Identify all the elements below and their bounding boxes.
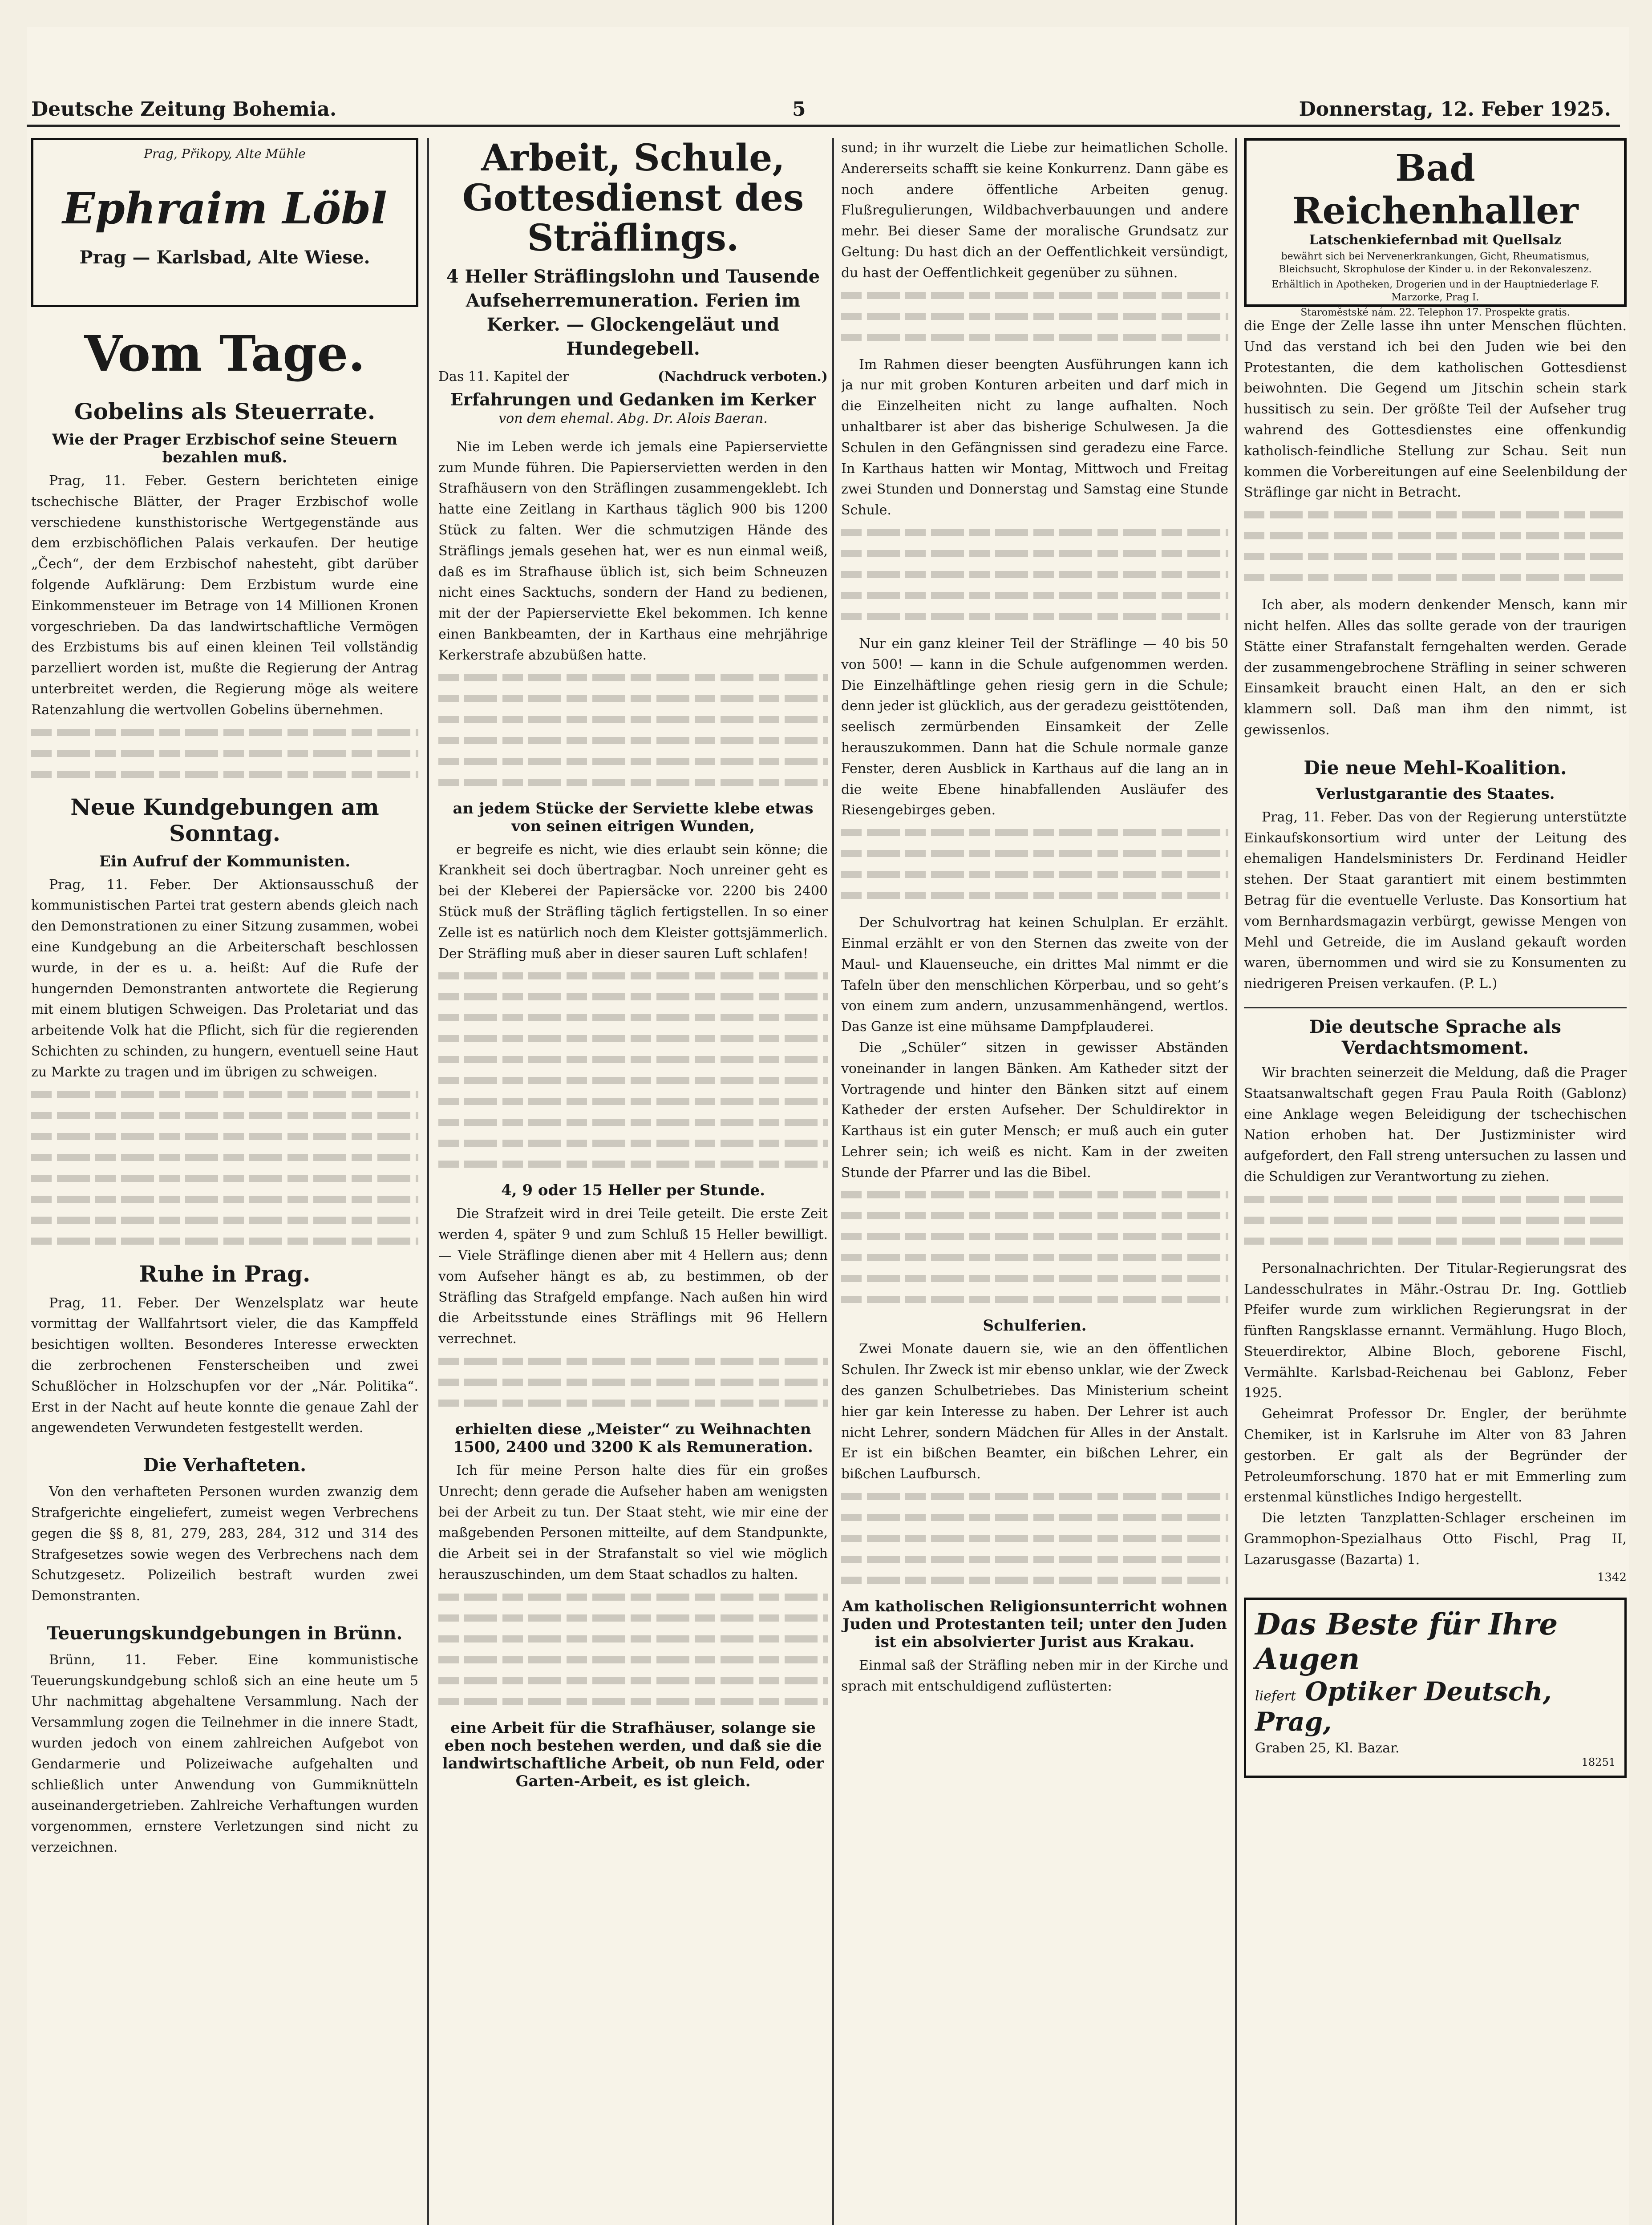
inline-heading: Am katholischen Religionsunterricht wohnen Juden und Protestanten teil; unter den Juden ist ein absolvierter Jurist aus Krakau. [842,1598,1228,1651]
article-title: Teuerungskundgebungen in Brünn. [47,1622,403,1644]
newspaper-page [27,27,1629,2225]
article-text: Von den verhafteten Personen wurden zwanzig dem Strafgerichte eingeliefert, zumeist wegen Verbrechens gegen die §§ 8, 81, 279, 283, 284, 312 und 314 des Strafgesetzes sowie wegen des Verbrechens nach dem Schutzgesetz. Polizeilich bestraft wurden zwei Demonstranten. [31,1484,418,1604]
inline-heading: an jedem Stücke der Serviette klebe etwas von seinen eitrigen Wunden, [453,799,814,835]
ad-headline: Das Beste für Ihre Augen [1255,1606,1558,1676]
main-subheadline: 4 Heller Sträflingslohn und Tausende Aufseherremuneration. Ferien im Kerker. — Glockengeläut und Hundegebell. [446,266,820,359]
ad-address: Graben 25, Kl. Bazar. [1255,1740,1400,1756]
article-text [438,674,828,786]
article-text: Im Rahmen dieser beengten Ausführungen kann ich ja nur mit groben Konturen arbeiten und darf mich in die Einzelheiten nicht zu lange aufhalten. Noch unhaltbarer ist aber das bisherige Schulwesen. Ja die Schulen in den Gefängnissen sind geradezu eine Farce. In Karthaus hatten wir Montag, Mittwoch und Freitag zwei Stunden und Donnerstag und Samstag eine Stunde Schule. [841,356,1228,518]
series-title: Erfahrungen und Gedanken im Kerker [450,389,816,409]
article-text: Die Strafzeit wird in drei Teile geteilt. Die erste Zeit werden 4, später 9 und zum Schluß 15 Heller bewilligt. — Viele Sträflinge dienen aber mit 4 Hellern aus; denn vom Aufseher hängt es ab, zu bestimmen, ob der Sträfling das Strafgeld empfange. Nach außen hin wird die Arbeitsstunde eines Sträflings mit 96 Hellern verrechnet. [438,1206,828,1347]
ad-text: Erhältlich in Apotheken, Drogerien und in der Hauptniederlage F. Marzorke, Prag I. [1271,279,1599,303]
section-title: Vom Tage. [84,325,365,382]
inline-heading: 4, 9 oder 15 Heller per Stunde. [501,1181,765,1200]
article-text [1244,1196,1627,1245]
article-text: die Enge der Zelle lasse ihn unter Menschen flüchten. Und das verstand ich bei den Juden wie bei den Protestanten, die dem katholischen Gottesdienst beiwohnten. Die Gegend um Jitschin schein stark hussitisch zu sein. Der größte Teil der Aufseher trug wahrend des Gottesdienstes eine offenkundig katholisch-feindliche Stellung zur Schau. Seit nun kommen die Vorbereitungen auf eine Seelenbildung der Sträflinge gar nicht in Betracht. [1244,318,1627,501]
ad-prefix: liefert [1255,1688,1296,1704]
article-text: Die „Schüler“ sitzen in gewisser Abständen voneinander in langen Bänken. Am Katheder sitzt der Vortragende und hinter den Bänken sitzt auf einem Katheder der ersten Aufseher. Der Schuldirektor in Karthaus ist ein guter Mensch; er muß auch ein guter Lehrer sein; ich weiß es nicht. Kam in der zweiten Stunde der Pfarrer und las die Bibel. [841,1040,1228,1181]
ad-code: 18251 [1581,1756,1616,1768]
column-2 [438,138,828,2225]
column-rule [832,138,834,2225]
article-title: Die Verhafteten. [143,1455,307,1476]
page-number: 5 [792,98,806,121]
article-text: Ich für meine Person halte dies für ein großes Unrecht; denn gerade die Aufseher haben am wenigsten bei der Arbeit zu tun. Der Staat steht, wie mir eine der maßgebenden Personen mitteilte, auf dem Standpunkte, die Arbeit sei in der Strafanstalt so viel wie möglich herauszuschinden, um dem Staat schadlos zu halten. [438,1462,828,1582]
column-rule [1235,138,1237,2225]
article-text: Wir brachten seinerzeit die Meldung, daß die Prager Staatsanwaltschaft gegen Frau Paula Roith (Gablonz) eine Anklage wegen Beleidigung der tschechischen Nation erhoben hat. Der Justizminister wird aufgefordert, den Fall streng untersuchen zu lassen und die Schuldigen zur Verantwortung zu ziehen. [1244,1064,1627,1185]
article-text [841,829,1228,899]
chapter-label: Das 11. Kapitel der [438,368,569,384]
inline-heading: eine Arbeit für die Strafhäuser, solange sie eben noch bestehen werden, und daß sie die landwirtschaftliche Arbeit, ob nun Feld, oder Garten-Arbeit, es ist gleich. [442,1719,824,1790]
inline-heading: erhielten diese „Meister“ zu Weihnachten 1500, 2400 und 3200 K als Remuneration. [453,1420,813,1456]
ad-brand [1255,1676,1616,1737]
column-3 [841,138,1228,2225]
main-headline: Arbeit, Schule, Gottesdienst des Sträflings. [462,138,804,260]
article-text [31,729,418,778]
article-text: Personalnachrichten. Der Titular-Regierungsrat des Landesschulrates in Mähr.-Ostrau Dr. Ing. Gottlieb Pfeifer wurde zum wirklichen Regierungsrat in der fünften Rangsklasse ernannt. Vermählung. Hugo Bloch, Steuerdirektor, Albine Bloch, geborene Fischl, Vermählte. Karlsbad-Reichenau bei Gablonz, Feber 1925. [1244,1260,1627,1401]
ad-text: Staroměstské nám. 22. Telephon 17. Prospekte gratis. [1300,307,1570,319]
advert-text: Die letzten Tanzplatten-Schlager erscheinen im Grammophon-Spezialhaus Otto Fischl, Prag II, Lazarusgasse (Bazarta) 1. [1244,1510,1627,1568]
ad-tagline: Prag, Přikopy, Alte Mühle [144,146,306,161]
byline: von dem ehemal. Abg. Dr. Alois Baeran. [498,410,768,426]
article-text [841,1493,1228,1584]
loebl-advertisement [31,138,418,307]
ad-brand-name: Optiker Deutsch, Prag, [1255,1676,1552,1737]
ad-code: 1342 [1597,1570,1627,1584]
ad-brand: Ephraim Löbl [62,183,387,234]
article-text: Zwei Monate dauern sie, wie an den öffentlichen Schulen. Ihr Zweck ist mir ebenso unklar, wie der Zweck des ganzen Schulbetriebes. Das Ministerium scheint hier gar kein Interesse zu haben. Der Lehrer ist auch nicht Lehrer, sondern Mädchen für Alles in der Anstalt. Er ist ein bißchen Beamter, ein bißchen Lehrer, ein bißchen Laufbursch. [841,1341,1228,1482]
article-title: Neue Kundgebungen am Sonntag. [70,793,379,846]
issue-date: Donnerstag, 12. Feber 1925. [1299,98,1611,121]
article-text [841,1191,1228,1303]
masthead [27,98,1620,127]
article-text: Nur ein ganz kleiner Teil der Sträflinge — 40 bis 50 von 500! — kann in die Schule aufgenommen werden. Die Einzelhäftlinge gehen riesig gern in die Schule; denn jeder ist glücklich, aus der geradezu geisttötenden, seelisch zermürbenden Einsamkeit der Zelle herauszukommen. Dann hat die Schule normale ganze Fenster, deren Ausblick in Karthaus auf die lang an in die weite Ebene hinabfallenden Ausläufer des Riesengebirges geben. [841,635,1228,818]
article-text: Einmal saß der Sträfling neben mir in der Kirche und sprach mit entschuldigend zuflüsterten: [841,1658,1228,1694]
article-text: Brünn, 11. Feber. Eine kommunistische Teuerungskundgebung schloß sich an eine heute um 5 Uhr nachmittag abgehaltene Versammlung. Nach der Versammlung zogen die Teilnehmer in die innere Stadt, wurden jedoch von einem zahlreichen Aufgebot von Gendarmerie und Polizeiwache aufgehalten und schließlich unter Anwendung von Gummiknütteln auseinandergetrieben. Zahlreiche Verhaftungen wurden vorgenommen, ernstere Verletzungen sind nicht zu verzeichnen. [31,1652,418,1856]
article-text [31,1091,418,1245]
article-subtitle: Ein Aufruf der Kommunisten. [99,852,351,870]
column-rule [427,138,429,2225]
article-text [438,1594,828,1705]
article-text [841,529,1228,620]
article-title: Die neue Mehl-Koalition. [1304,756,1567,779]
article-text: Nie im Leben werde ich jemals eine Papierserviette zum Munde führen. Die Papierservietten werden in den Strafhäusern von den Sträflingen zusammengeklebt. Ich hatte eine Zeitlang in Karthaus täglich 900 bis 1200 Stück zu falten. Wer die schmutzigen Hände des Sträflings jemals gesehen hat, wer es nun einmal weiß, daß es im Strafhause üblich ist, sich beim Schneuzen nicht eines Sacktuchs, sondern der Hand zu bedienen, mit der der Papierserviette Ekel bekommen. Ich kenne einen Bankbeamten, der in Karthaus eine mehrjährige Kerkerstrafe abzubüßen hatte. [438,439,828,663]
ad-subtitle: Latschenkiefernbad mit Quellsalz [1309,232,1562,248]
article-text: Geheimrat Professor Dr. Engler, der berühmte Chemiker, ist in Karlsruhe im Alter von 83 Jahren gestorben. Er galt als der Begründer der Petroleumforschung. 1870 hat er mit Emmerling zum erstenmal künstliches Indigo hergestellt. [1244,1406,1627,1505]
article-text [438,1358,828,1407]
article-subtitle: Wie der Prager Erzbischof seine Steuern bezahlen muß. [52,431,398,466]
article-title: Gobelins als Steuerrate. [74,398,376,425]
ad-text: bewährt sich bei Nervenerkrankungen, Gicht, Rheumatismus, Bleichsucht, Skrophulose der Kinder u. in der Rekonvaleszenz. [1279,251,1592,275]
article-text: Prag, 11. Feber. Der Wenzelsplatz war heute vormittag der Wallfahrtsort vieler, die das Kampffeld besichtigen wollten. Besonderes Interesse erweckten die zerbrochenen Fensterscheiben und zwei Schußlöcher in Holzschupfen vor der „Nár. Politika“. Erst in der Nacht auf heute konnte die genaue Zahl der angewendeten Verwundeten festgestellt werden. [31,1295,418,1436]
article-text: er begreife es nicht, wie dies erlaubt sein könne; die Krankheit sei doch übertragbar. Noch unreiner geht es bei der Kleberei der Papiersäcke vor. 2200 bis 2400 Stück muß der Sträfling täglich fertigstellen. In so einer Zelle ist es natürlich noch dem Kleister gottsjämmerlich. Der Sträfling muß aber in dieser sauren Luft schlafen! [438,841,828,962]
inline-heading: Schulferien. [983,1317,1087,1335]
paper-name: Deutsche Zeitung Bohemia. [31,98,337,121]
copyright-note: (Nachdruck verboten.) [658,368,828,384]
ad-brand: Bad Reichenhaller [1292,147,1579,232]
article-title: Die deutsche Sprache als Verdachtsmoment. [1244,1007,1627,1058]
article-text [1244,511,1627,581]
chapter-line [438,369,828,384]
article-text [438,972,828,1168]
bad-reichenhaller-advertisement [1244,138,1627,319]
article-text: Der Schulvortrag hat keinen Schulplan. Er erzählt. Einmal erzählt er von den Sternen das zweite von der Maul- und Klauenseuche, ein drittes Mal nimmt er die Tafeln über den menschlichen Körperbau, und so geht’s von einem zum andern, unzusammenhängend, wertlos. Das Ganze ist eine mühsame Dampfplauderei. [841,915,1228,1035]
article-text: Prag, 11. Feber. Das von der Regierung unterstützte Einkaufskonsortium wird unter der Leitung des ehemaligen Handelsministers Dr. Ferdinand Heidler stehen. Der Staat garantiert mit einem bestimmten Betrag für die eventuelle Verluste. Das Konsortium hat vom Bernhardsmagazin verbürgt, gewisse Mengen von Mehl und Getreide, die im Ausland gekauft worden waren, übernommen und wird sie zu Konsumenten zu niedrigeren Preisen verkaufen. (P. L.) [1244,809,1627,992]
article-title: Ruhe in Prag. [139,1260,311,1287]
optiker-advertisement [1244,1598,1627,1778]
column-1 [31,138,418,2225]
article-text: sund; in ihr wurzelt die Liebe zur heimatlichen Scholle. Andererseits schafft sie keine Konkurrenz. Dann gäbe es noch andere öffentliche Arbeiten genug. Flußregulierungen, Wildbachverbauungen und andere mehr. Bei dieser Same der moralische Grundsatz zur Geltung: Du hast dich an der Oeffentlichkeit versündigt, du hast der Oeffentlichkeit gegenüber zu sühnen. [841,140,1228,281]
article-subtitle: Verlustgarantie des Staates. [1316,785,1555,803]
article-text: Prag, 11. Feber. Der Aktionsausschuß der kommunistischen Partei trat gestern abends gleich nach den Demonstrationen zu einer Sitzung zusammen, wobei eine Kundgebung an die Arbeiterschaft beschlossen wurde, in der es u. a. heißt: Auf die Rufe der hungernden Demonstranten antwortete die Regierung mit einem blutigen Schweigen. Das Proletariat und das arbeitende Volk hat die Pflicht, sich für die regierenden Schichten zu schinden, zu hungern, eventuell seine Haut zu Markte zu tragen und im übrigen zu schweigen. [31,877,418,1080]
article-text: Prag, 11. Feber. Gestern berichteten einige tschechische Blätter, der Prager Erzbischof wolle verschiedene kunsthistorische Wertgegenstände aus dem erzbischöflichen Palais verkaufen. Der heutige „Čech“, der dem Erzbischof nahesteht, gibt darüber folgende Aufklärung: Dem Erzbistum wurde eine Einkommensteuer im Betrage von 14 Millionen Kronen vorgeschrieben. Da das landwirtschaftliche Vermögen des Erzbistums bis auf einen kleinen Teil vollständig parzelliert worden ist, mußte die Regierung der Antrag unterbreitet werden, die Regierung möge als weitere Ratenzahlung die wertvollen Gobelins übernehmen. [31,473,418,718]
column-4 [1244,138,1627,2225]
article-text: Ich aber, als modern denkender Mensch, kann mir nicht helfen. Alles das sollte gerade von der traurigen Stätte einer Strafanstalt ferngehalten werden. Gerade der zusammengebrochene Sträfling in seiner schweren Einsamkeit braucht einen Halt, an den er sich klammern soll. Daß man ihm den nimmt, ist gewissenlos. [1244,597,1627,738]
article-text [841,292,1228,341]
ad-location: Prag — Karlsbad, Alte Wiese. [79,247,370,268]
